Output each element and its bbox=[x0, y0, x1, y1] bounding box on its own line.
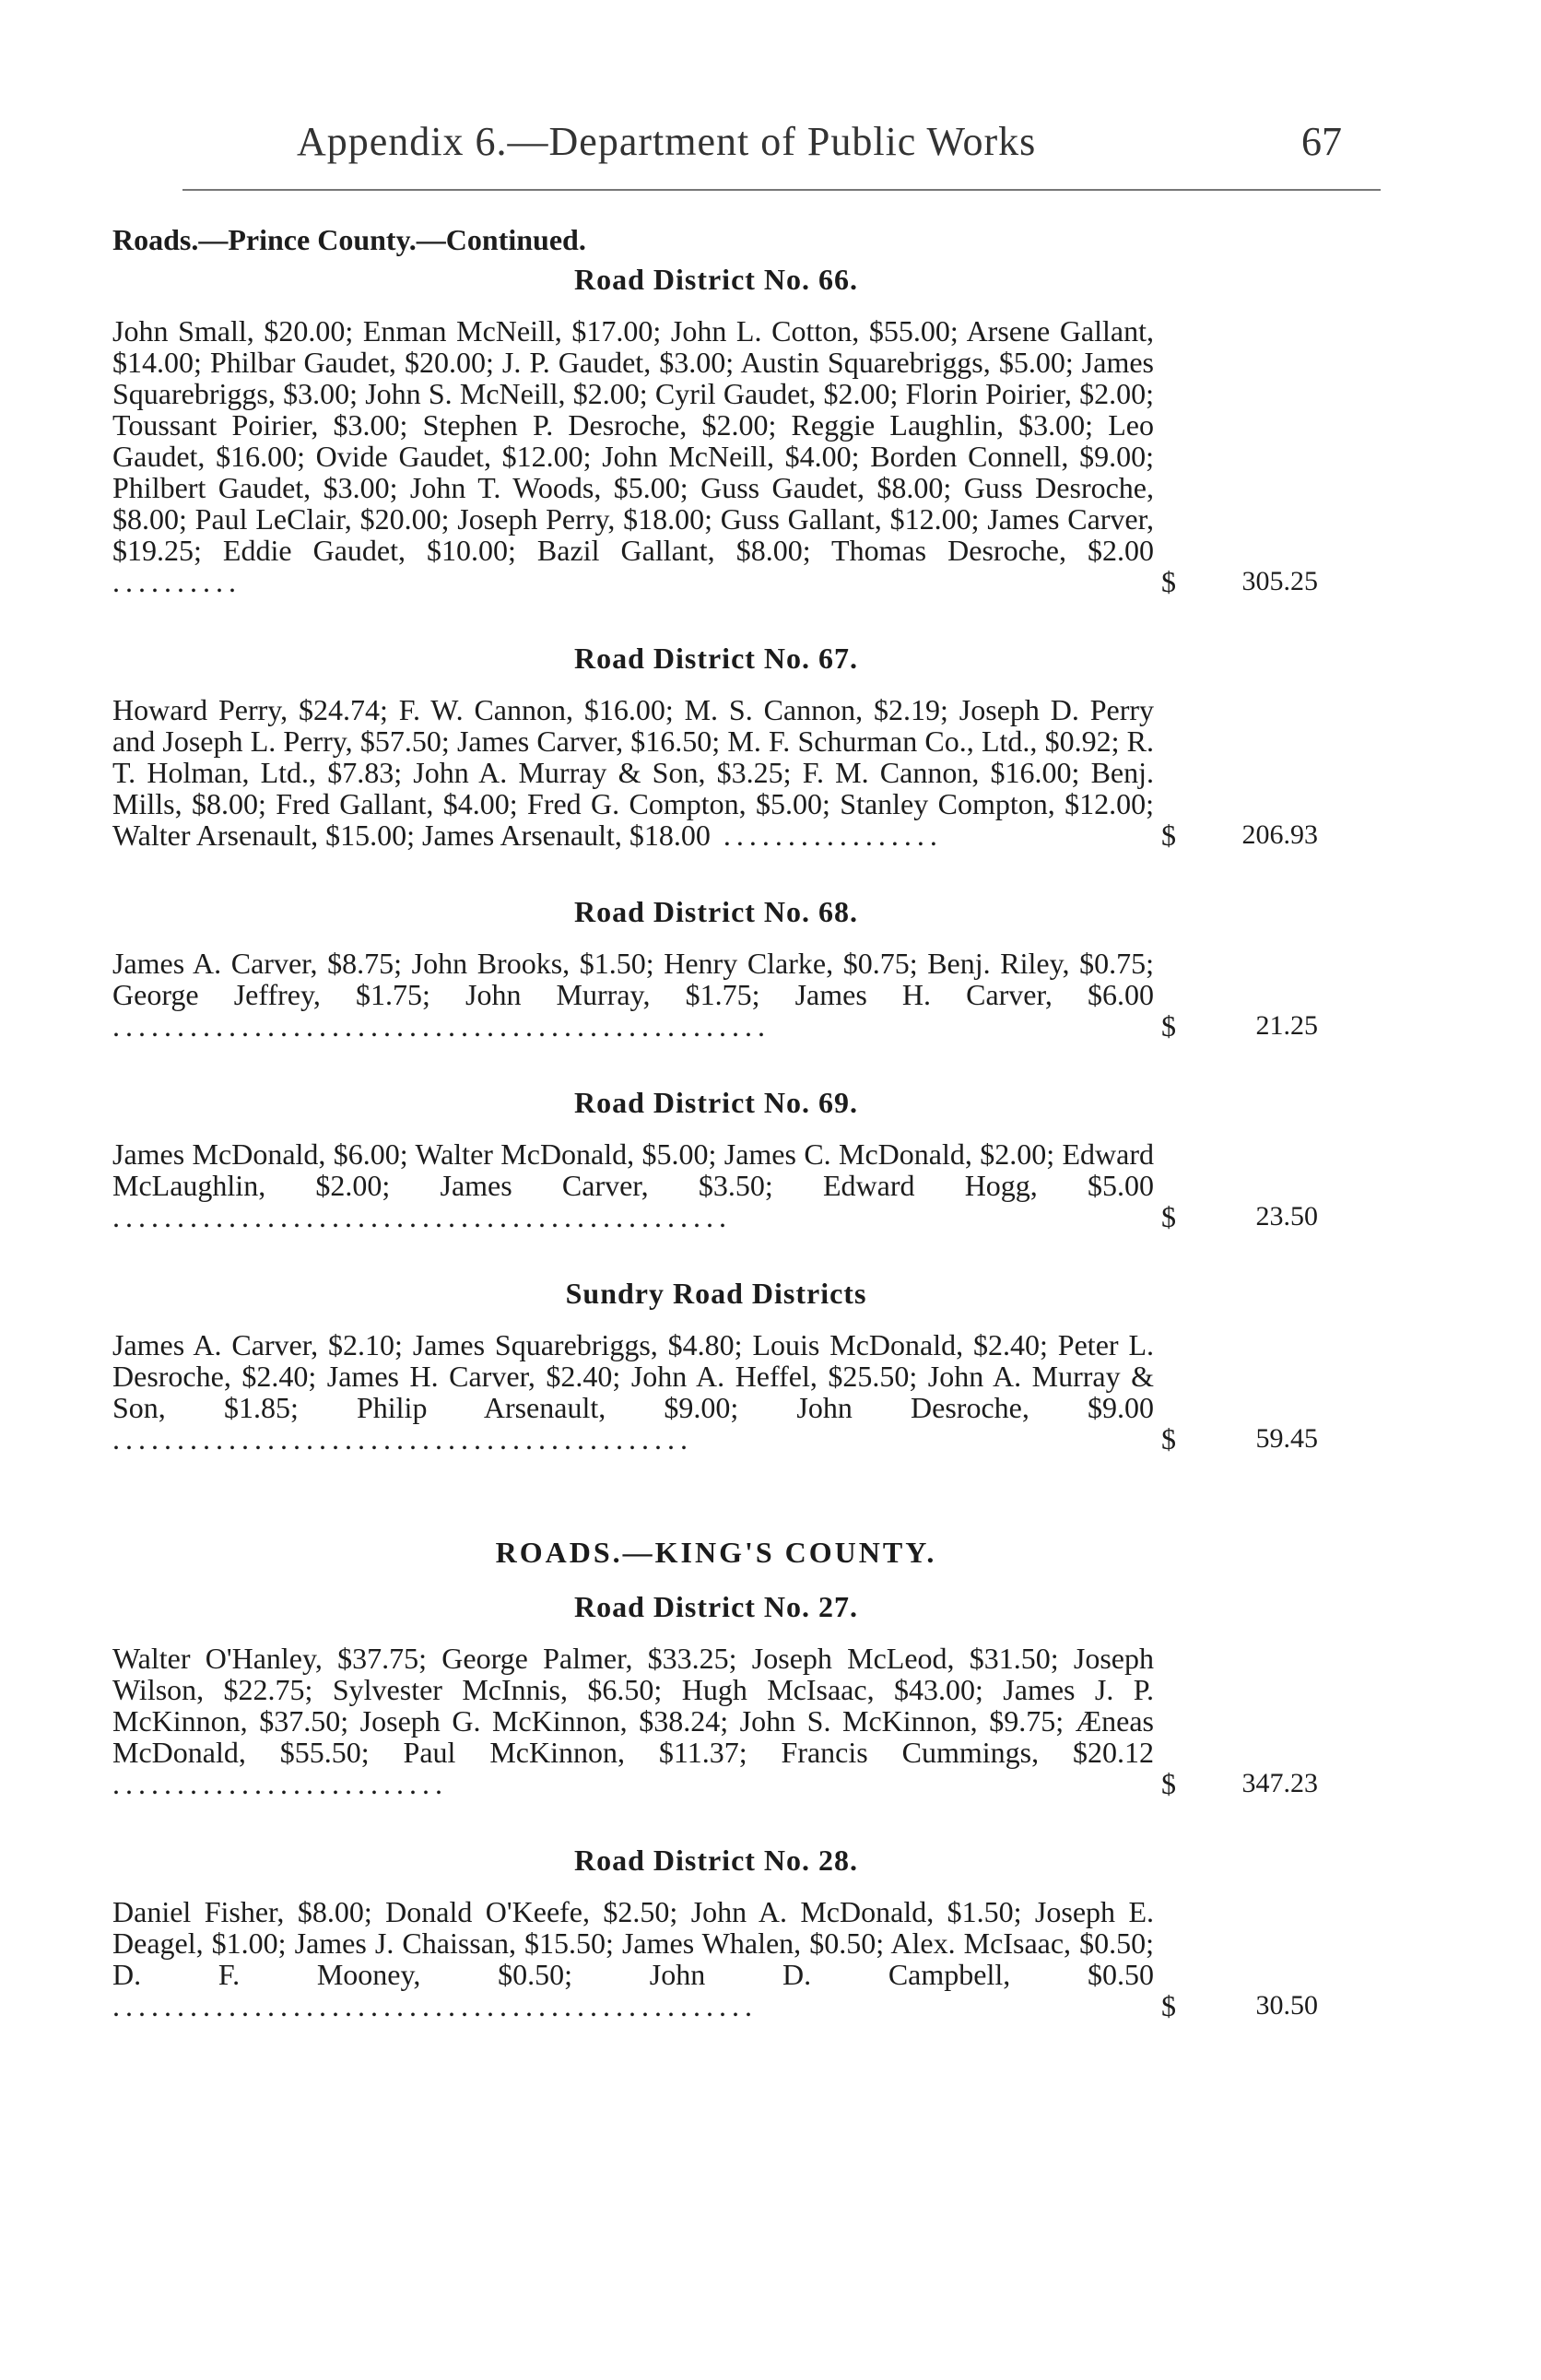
payee-list: Daniel Fisher, $8.00; Donald O'Keefe, $2.50; John A. McDonald, $1.50; Joseph E. Deagel, $1.00; James J. Chaissan, $15.50; James Whalen, $0.50; Alex. McIsaac, $0.50; D. F. Mooney, $0.50; John D. Campbell, $0.50 .................................................. bbox=[112, 1896, 1154, 2021]
expense-entry bbox=[112, 694, 1320, 851]
district-total: 347.23 bbox=[1241, 1768, 1318, 1798]
district-total: 30.50 bbox=[1255, 1990, 1318, 2021]
section-heading: Road District No. 66. bbox=[573, 263, 859, 296]
section-heading: Road District No. 68. bbox=[573, 895, 859, 928]
section-district-66 bbox=[112, 263, 1320, 597]
payee-list: James A. Carver, $8.75; John Brooks, $1.50; Henry Clarke, $0.75; Benj. Riley, $0.75; George Jeffrey, $1.75; John Murray, $1.75; James H. Carver, $6.00 ................................................... bbox=[112, 948, 1154, 1042]
page-body bbox=[112, 223, 1320, 2066]
district-total: 305.25 bbox=[1241, 566, 1318, 596]
expense-entry bbox=[112, 1329, 1320, 1455]
section-district-27 bbox=[112, 1590, 1320, 1799]
payee-list: James McDonald, $6.00; Walter McDonald, $5.00; James C. McDonald, $2.00; Edward McLaughlin, $2.00; James Carver, $3.50; Edward Hogg, $5.00 ................................................ bbox=[112, 1138, 1154, 1232]
section-district-68 bbox=[112, 895, 1320, 1042]
expense-entry bbox=[112, 948, 1320, 1042]
header-rule bbox=[182, 189, 1381, 191]
district-total: 23.50 bbox=[1255, 1201, 1318, 1231]
section-heading: Sundry Road Districts bbox=[565, 1277, 867, 1310]
running-head bbox=[0, 0, 1541, 194]
expense-entry bbox=[112, 315, 1320, 597]
district-total: 21.25 bbox=[1255, 1010, 1318, 1041]
county-heading: ROADS.—KING'S COUNTY. bbox=[495, 1536, 937, 1569]
section-spacer bbox=[112, 1499, 1320, 1536]
section-district-67 bbox=[112, 642, 1320, 851]
payee-list: Howard Perry, $24.74; F. W. Cannon, $16.00; M. S. Cannon, $2.19; Joseph D. Perry and Joseph L. Perry, $57.50; James Carver, $16.50; M. F. Schurman Co., Ltd., $0.92; R. T. Holman, Ltd., $7.83; John A. Murray & Son, $3.25; F. M. Cannon, $16.00; Benj. Mills, $8.00; Fred Gallant, $4.00; Fred G. Compton, $5.00; Stanley Compton, $12.00; Walter Arsenault, $15.00; James Arsenault, $18.00 ................. bbox=[112, 694, 1154, 851]
currency-symbol: $ bbox=[1161, 1009, 1176, 1043]
section-heading: Road District No. 67. bbox=[573, 642, 859, 675]
section-sundry-districts bbox=[112, 1277, 1320, 1455]
section-district-69 bbox=[112, 1086, 1320, 1232]
expense-entry bbox=[112, 1896, 1320, 2021]
currency-symbol: $ bbox=[1161, 1422, 1176, 1455]
currency-symbol: $ bbox=[1161, 1989, 1176, 2022]
district-total: 206.93 bbox=[1241, 819, 1318, 850]
page-number: 67 bbox=[1301, 119, 1342, 164]
district-total: 59.45 bbox=[1255, 1423, 1318, 1454]
currency-symbol: $ bbox=[1161, 819, 1176, 852]
section-heading: Road District No. 27. bbox=[573, 1590, 859, 1623]
payee-list: James A. Carver, $2.10; James Squarebriggs, $4.80; Louis McDonald, $2.40; Peter L. Desroche, $2.40; James H. Carver, $2.40; John A. Heffel, $25.50; John A. Murray & Son, $1.85; Philip Arsenault, $9.00; John Desroche, $9.00 ............................................. bbox=[112, 1329, 1154, 1455]
section-district-28 bbox=[112, 1844, 1320, 2021]
running-title: Appendix 6.—Department of Public Works bbox=[297, 119, 1037, 164]
currency-symbol: $ bbox=[1161, 1200, 1176, 1233]
section-heading: Road District No. 28. bbox=[573, 1844, 859, 1877]
payee-list: John Small, $20.00; Enman McNeill, $17.00; John L. Cotton, $55.00; Arsene Gallant, $14.00; Philbar Gaudet, $20.00; J. P. Gaudet, $3.00; Austin Squarebriggs, $5.00; James Squarebriggs, $3.00; John S. McNeill, $2.00; Cyril Gaudet, $2.00; Florin Poirier, $2.00; Toussant Poirier, $3.00; Stephen P. Desroche, $2.00; Reggie Laughlin, $3.00; Leo Gaudet, $16.00; Ovide Gaudet, $12.00; John McNeill, $4.00; Borden Connell, $9.00; Philbert Gaudet, $3.00; John T. Woods, $5.00; Guss Gaudet, $8.00; Guss Desroche, $8.00; Paul LeClair, $20.00; Joseph Perry, $18.00; Guss Gallant, $12.00; James Carver, $19.25; Eddie Gaudet, $10.00; Bazil Gallant, $8.00; Thomas Desroche, $2.00 .......... bbox=[112, 315, 1154, 597]
currency-symbol: $ bbox=[1161, 565, 1176, 598]
currency-symbol: $ bbox=[1161, 1767, 1176, 1800]
expense-entry bbox=[112, 1643, 1320, 1799]
expense-entry bbox=[112, 1138, 1320, 1232]
payee-list: Walter O'Hanley, $37.75; George Palmer, $33.25; Joseph McLeod, $31.50; Joseph Wilson, $22.75; Sylvester McInnis, $6.50; Hugh McIsaac, $43.00; James J. P. McKinnon, $37.50; Joseph G. McKinnon, $38.24; John S. McKinnon, $9.75; Æneas McDonald, $55.50; Paul McKinnon, $11.37; Francis Cummings, $20.12 .......................... bbox=[112, 1643, 1154, 1799]
continued-heading: Roads.—Prince County.—Continued. bbox=[112, 223, 586, 256]
section-heading: Road District No. 69. bbox=[573, 1086, 859, 1119]
